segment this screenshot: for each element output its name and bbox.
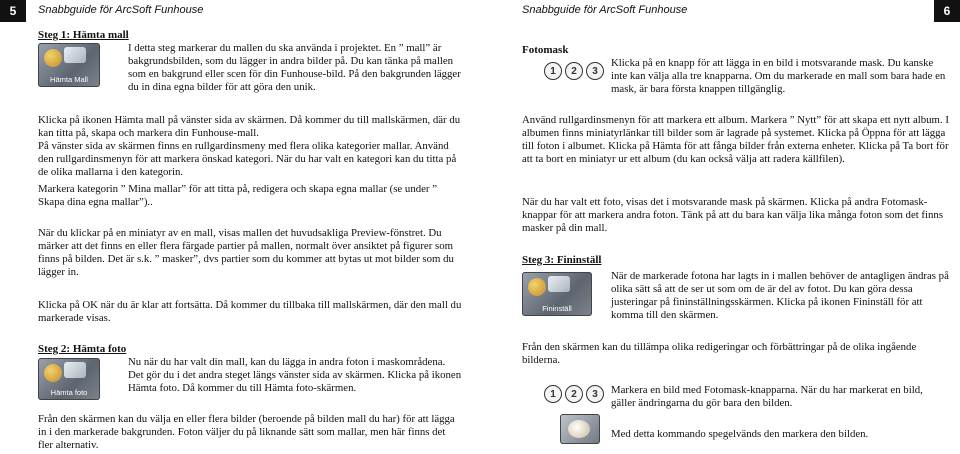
paragraph: Använd rullgardinsmenyn för att markera ett album. Markera ” Nytt” för att skapa ett nytt album. I albumen finns miniatyrlänkar till bilder som är lagrade på systemet. Klicka på Öppna för att lägga till foton i albumet. Klicka på Hämta för att fånga bilder från externa enheter. Klicka på Ta bort för att ta bort en miniatyr ur ett album (du kan också välja att radera källfilen). (522, 114, 949, 165)
step2-heading: Steg 2: Hämta foto (38, 343, 127, 355)
step2-intro: Nu när du har valt din mall, kan du lägga in andra foton i maskområdena. Det gör du i det andra steget längs vänster sida av skärmen. Klicka på ikonen Hämta foto. Då kommer du till Hämta foto-skärmen. (128, 356, 462, 394)
step1-intro: I detta steg markerar du mallen du ska använda i projektet. En ” mall” är bakgrundsbilden, som du lägger in andra bilder på. Du kan tänka på mallen som en bakgrund eller scen för din Funhouse-bild. På den bakgrunden lägger du in dina egna bilder för att göra den unik. (128, 42, 461, 93)
paragraph: När du har valt ett foto, visas det i motsvarande mask på skärmen. Klicka på andra Fotomask-knappar för att markera andra foton. Tänk på att du bara kan välja lika många foton som det finns masker på din mall. (522, 196, 944, 234)
hamta-foto-thumbnail (38, 358, 100, 400)
frame-icon (64, 362, 86, 378)
paragraph: Markera en bild med Fotomask-knapparna. När du har markerat en bild, gäller ändringarna du gör bara den bilden. (611, 384, 923, 409)
paragraph: Klicka på ikonen Hämta mall på vänster sida av skärmen. Då kommer du till mallskärmen, där du kan titta på, skapa och markera din Funhouse-mall. (38, 114, 461, 139)
step1-heading: Steg 1: Hämta mall (38, 29, 129, 41)
paragraph: Från den skärmen kan du välja en eller flera bilder (beroende på bilden mall du har) för att lägga in i den markerade bakgrunden. Foton väljer du på liknande sätt som mallar, men här finns det fler alternativ. (38, 413, 455, 451)
thumbnail-caption: Fininställ (542, 304, 572, 313)
adjust-icon (528, 278, 546, 296)
thumbnail-caption: Hämta foto (50, 388, 88, 397)
paragraph: När du klickar på en miniatyr av en mall, visas mallen det huvudsakliga Preview-fönstret. Du märker att det finns en eller flera färgade partier på mallen, normalt över ansiktet på figurer som finns på bilden. Det är s.k. ” masker”, dvs partier som du kommer att bytas ut mot bilder som du lägger in. (38, 227, 454, 278)
fotomask-button-2: 2 (565, 62, 583, 80)
running-header-left: Snabbguide för ArcSoft Funhouse (38, 4, 204, 16)
fotomask-buttons-small (544, 385, 604, 403)
fotomask-button-3: 3 (586, 385, 604, 403)
thumbnail-caption: Hämta Mall (50, 75, 88, 84)
cursor-icon (548, 276, 570, 292)
frame-icon (64, 47, 86, 63)
page-number-left: 5 (0, 0, 26, 22)
page-number-right: 6 (934, 0, 960, 22)
paragraph: Från den skärmen kan du tillämpa olika redigeringar och förbättringar på de olika ingående bilderna. (522, 341, 917, 366)
fotomask-button-2: 2 (565, 385, 583, 403)
fotomask-button-3: 3 (586, 62, 604, 80)
paragraph: På vänster sida av skärmen finns en rullgardinsmeny med flera olika kategorier mallar. Använd den rullgardinsmenyn för att markera önskad kategori. När du har valt en kategori kan du titta på de olika mallarna i den kategorin. (38, 140, 457, 178)
fotomask-heading: Fotomask (522, 44, 569, 56)
fininstall-thumbnail (522, 272, 592, 316)
mirror-icon (560, 414, 600, 444)
fotomask-button-1: 1 (544, 385, 562, 403)
paragraph: Markera kategorin ” Mina mallar” för att titta på, redigera och skapa egna mallar (se under ” Skapa dina egna mallar”).. (38, 183, 437, 208)
paragraph: Klicka på OK när du är klar att fortsätta. Då kommer du tillbaka till mallskärmen, där den mall du markerade visas. (38, 299, 462, 324)
fotomask-description: Klicka på en knapp för att lägga in en bild i motsvarande mask. Du kanske inte kan välja alla tre knapparna. Om du markerade en mall som bara hade en mask, är bara första knappen tillgänglig. (611, 57, 946, 95)
photo-icon (44, 364, 62, 382)
template-icon (44, 49, 62, 67)
fotomask-buttons (544, 62, 604, 80)
fotomask-button-1: 1 (544, 62, 562, 80)
step3-intro: När de markerade fotona har lagts in i mallen behöver de antagligen ändras på olika sätt så att de ser ut som om de är del av fotot. Du kan göra dessa justeringar på fininställningsskärmen. Klicka på ikonen Fininställ för att komma till den skärmen. (611, 270, 949, 321)
running-header-right: Snabbguide för ArcSoft Funhouse (522, 4, 688, 16)
paragraph: Med detta kommando spegelvänds den markera den bilden. (611, 428, 869, 440)
step3-heading: Steg 3: Fininställ (522, 254, 602, 266)
hamta-mall-thumbnail (38, 43, 100, 87)
